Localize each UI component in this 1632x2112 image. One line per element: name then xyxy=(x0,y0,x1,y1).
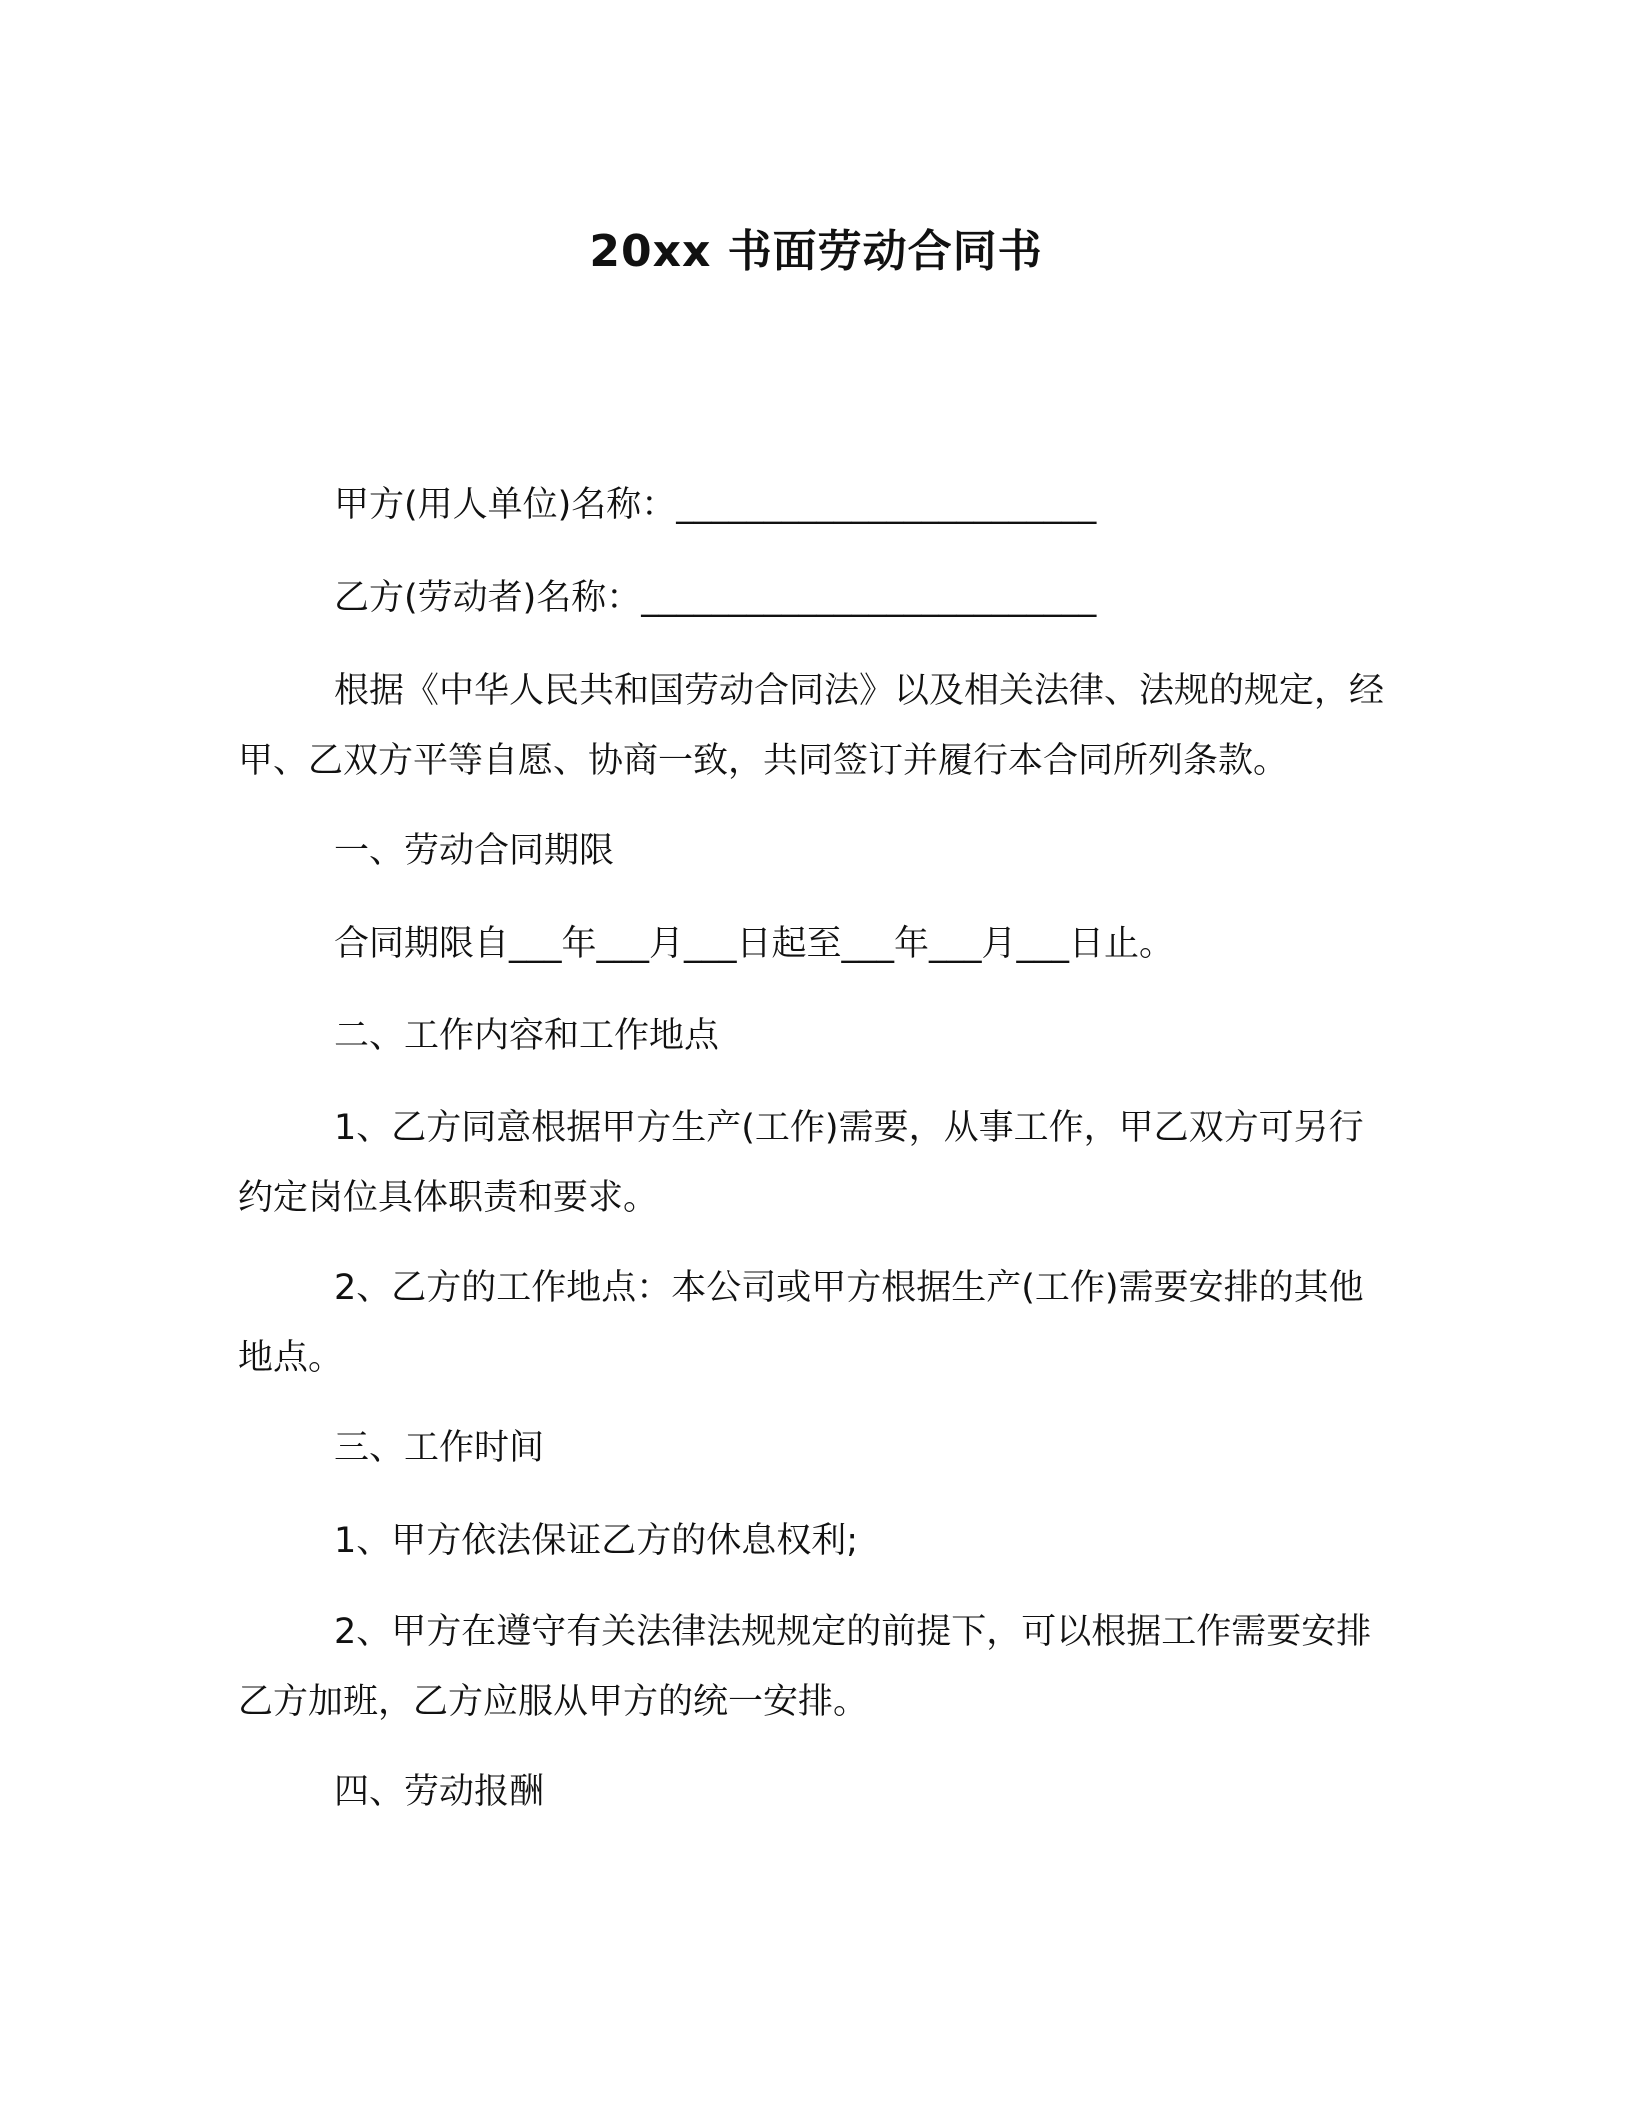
section-heading-work-time: 三、工作时间 xyxy=(334,1428,545,1468)
work-content-item-2: 2、乙方的工作地点：本公司或甲方根据生产(工作)需要安排的其他地点。 xyxy=(238,1268,1364,1378)
section-heading-contract-term: 一、劳动合同期限 xyxy=(334,831,615,871)
work-time-item-1: 1、甲方依法保证乙方的休息权利; xyxy=(334,1521,859,1561)
work-time-item-2: 2、甲方在遵守有关法律法规规定的前提下，可以根据工作需要安排乙方加班，乙方应服从甲方的统一安排。 xyxy=(238,1612,1372,1722)
party-b-name-line: 乙方(劳动者)名称：__________________________ xyxy=(334,578,1097,618)
contract-term-paragraph: 合同期限自___年___月___日起至___年___月___日止。 xyxy=(334,924,1175,964)
section-heading-remuneration: 四、劳动报酬 xyxy=(334,1772,545,1812)
document-title: 20xx 书面劳动合同书 xyxy=(589,226,1043,277)
party-a-name-line: 甲方(用人单位)名称：________________________ xyxy=(334,485,1097,525)
section-heading-work-content: 二、工作内容和工作地点 xyxy=(334,1016,720,1056)
preamble-paragraph: 根据《中华人民共和国劳动合同法》以及相关法律、法规的规定，经甲、乙双方平等自愿、协商一致，共同签订并履行本合同所列条款。 xyxy=(238,671,1385,781)
work-content-item-1: 1、乙方同意根据甲方生产(工作)需要，从事工作，甲乙双方可另行约定岗位具体职责和要求。 xyxy=(238,1108,1364,1218)
